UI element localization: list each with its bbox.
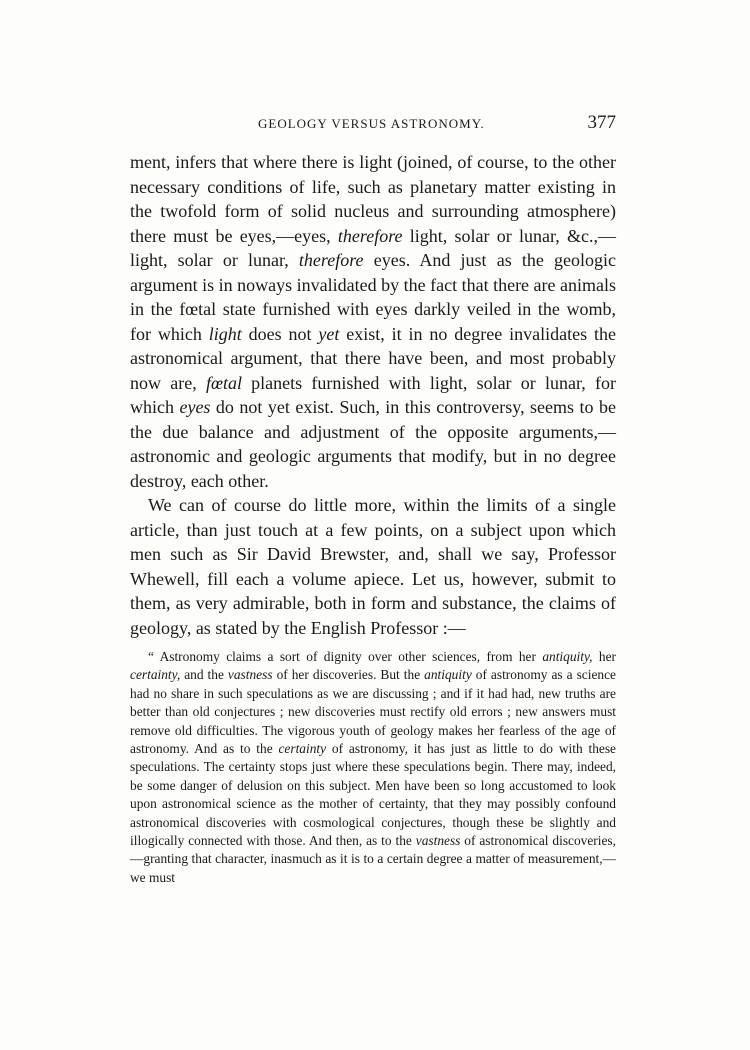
italic-text: certainty, — [130, 667, 181, 683]
page-body — [130, 150, 616, 887]
italic-text: antiquity, — [542, 649, 593, 664]
italic-text: antiquity — [424, 667, 472, 683]
italic-text: vastness — [227, 667, 273, 683]
block-quote — [130, 648, 616, 887]
italic-text: certainty — [278, 741, 327, 757]
italic-text: therefore — [298, 250, 364, 270]
italic-text: yet — [318, 323, 340, 344]
text-run: of astronomical discoveries,—granting that character, inasmuch as it is to a certain degree a matter of measurement,—we must — [130, 833, 616, 885]
text-run: of her discoveries. But the — [272, 667, 425, 683]
text-run: does not — [241, 323, 319, 344]
italic-text: therefore — [337, 225, 403, 246]
paragraph: We can of course do little more, within the limits of a single article, than just touch at a few points, on a subject upon which men such as Sir David Brewster, and, shall we say, Professor Whewell, fill each a volume apiece. Let us, however, submit to them, as very admirable, both in form and substance, the claims of geology, as stated by the English Professor :— — [130, 495, 616, 638]
text-run: and the — [180, 667, 228, 683]
text-run: planets furnished with light, solar or lunar, for which — [130, 372, 616, 417]
text-run: ment, infers that where there is light (joined, of course, to the other necessary conditions of life, such as planetary matter existing in the twofold form of solid nucleus and surrounding atmosphere) there must be eyes,—eyes, — [130, 152, 616, 246]
quote-paragraph — [130, 648, 616, 887]
text-run: “ Astronomy claims a sort of dignity over other sciences, from her — [148, 649, 543, 664]
text-run: exist, it in no degree invalidates the astronomical argument, that there have been, and most probably now are, — [130, 323, 616, 393]
text-run: of astronomy, it has just as little to do with these speculations. The certainty stops just where these speculations begin. There may, indeed, be some danger of delusion on this subject. Men have been so long accustomed to look upon astronomical science as the mother of certainty, that they may possibly confound astronomical discoveries with cosmological conjectures, though these be slightly and illogically connected with those. And then, as to the — [130, 741, 616, 849]
italic-text: eyes — [179, 397, 211, 417]
text-run: of astronomy as a science had no share in such speculations as we are discussing ; and if it had had, new truths are better than old conjectures ; new discoveries must rectify old errors ; new answers must remove old difficulties. The vigorous youth of geology makes her fearless of the age of astronomy. And as to the — [130, 667, 616, 757]
paragraph-continued — [130, 150, 616, 493]
text-run: light, solar or lunar, &c.,—light, solar or lunar, — [130, 225, 617, 270]
italic-text: light — [208, 323, 242, 344]
italic-text: fœtal — [205, 372, 242, 393]
page-number: 377 — [587, 112, 616, 133]
text-run: eyes. And just as the geologic argument is in noways invalidated by the fact that there are animals in the fœtal state furnished with eyes darkly veiled in the womb, for which — [130, 250, 617, 344]
page-header — [130, 112, 616, 136]
italic-text: vastness — [415, 833, 461, 849]
running-head: GEOLOGY VERSUS ASTRONOMY. — [258, 116, 485, 131]
text-run: do not yet exist. Such, in this controversy, seems to be the due balance and adjustment of the opposite arguments,—astronomic and geologic arguments that modify, but in no degree destroy, each other. — [130, 397, 616, 491]
text-run: her — [592, 649, 616, 664]
